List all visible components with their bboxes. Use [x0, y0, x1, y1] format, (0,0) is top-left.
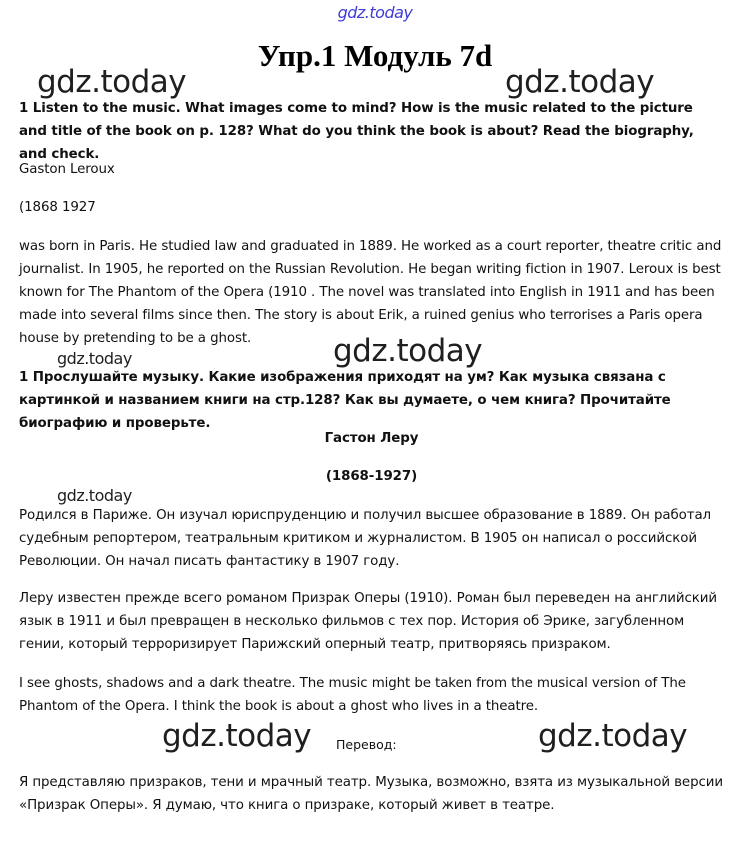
watermark: gdz.today [538, 718, 688, 754]
watermark: gdz.today [505, 64, 655, 100]
watermark-top: gdz.today [337, 3, 413, 22]
translation-label: Перевод: [336, 737, 397, 752]
author-years-en: (1868 1927 [19, 200, 96, 215]
task-ru: 1 Прослушайте музыку. Какие изображения приходят на ум? Как музыка связана с картинкой и названием книги на стр.128? Как вы думаете, о чем книга? Прочитайте биографию и проверьте. [19, 370, 671, 431]
answer-ru: Я представляю призраков, тени и мрачный театр. Музыка, возможно, взята из музыкальной версии «Призрак Оперы». Я думаю, что книга о призраке, который живет в театре. [19, 775, 723, 813]
author-name-ru: Гастон Леру [324, 431, 419, 446]
watermark: gdz.today [162, 718, 312, 754]
author-name-en: Gaston Leroux [19, 162, 115, 177]
task-en: 1 Listen to the music. What images come to mind? How is the music related to the picture and title of the book on p. 128? What do you think the book is about? Read the biography, and check. [19, 101, 694, 162]
bio-ru-2: Леру известен прежде всего романом Призрак Оперы (1910). Роман был переведен на английский язык в 1911 и был превращен в несколько фильмов с тех пор. История об Эрике, загубленном гении, который терроризирует Парижский оперный театр, притворяясь призраком. [19, 591, 717, 652]
author-years-ru: (1868-1927) [325, 469, 418, 484]
watermark: gdz.today [57, 486, 132, 505]
answer-en: I see ghosts, shadows and a dark theatre. The music might be taken from the musical version of The Phantom of the Opera. I think the book is about a ghost who lives in a theatre. [19, 676, 686, 714]
bio-en: was born in Paris. He studied law and graduated in 1889. He worked as a court reporter, theatre critic and journalist. In 1905, he reported on the Russian Revolution. He began writing fiction in 1907. Leroux is best known for The Phantom of the Opera (1910 . The novel was translated into English in 1911 and has been made into several films since then. The story is about Erik, a ruined genius who terrorises a Paris opera house by pretending to be a ghost. [19, 239, 722, 346]
watermark: gdz.today [57, 349, 132, 368]
bio-ru-1: Родился в Париже. Он изучал юриспруденцию и получил высшее образование в 1889. Он работал судебным репортером, театральным критиком и журналистом. В 1905 он написал о российской Революции. Он начал писать фантастику в 1907 году. [19, 508, 712, 569]
watermark: gdz.today [37, 64, 187, 100]
watermark: gdz.today [333, 333, 483, 369]
page-title: Упр.1 Модуль 7d [257, 38, 493, 73]
